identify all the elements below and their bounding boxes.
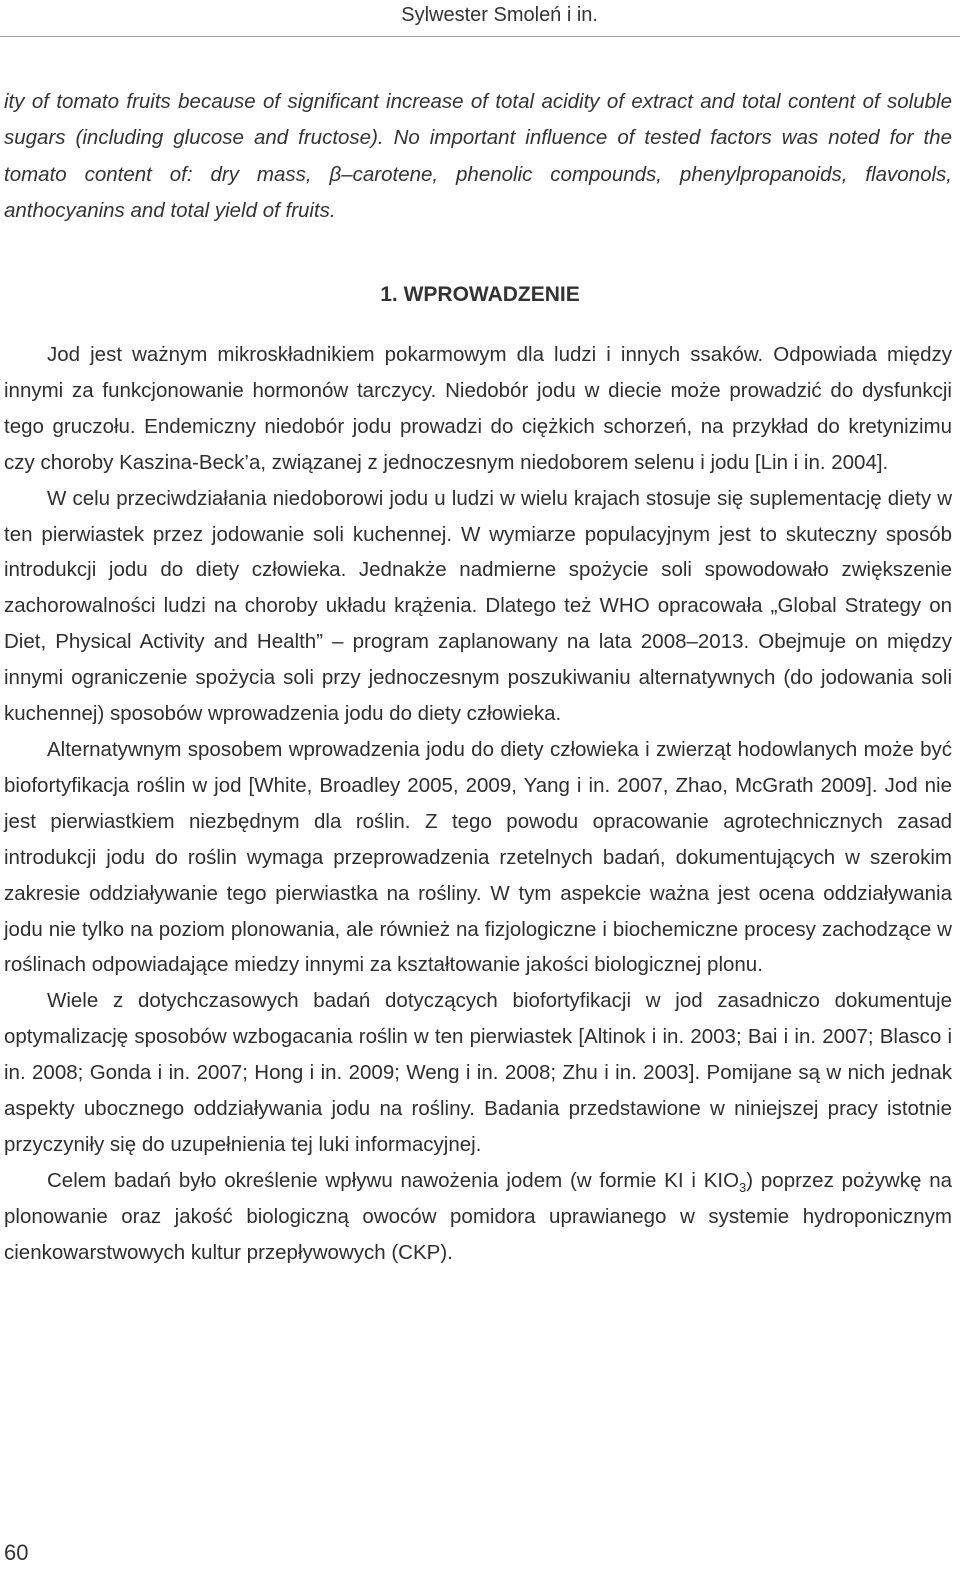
paragraph: Jod jest ważnym mikroskładnikiem pokarmowym dla ludzi i innych ssaków. Odpowiada między innymi za funkcjonowanie hormonów tarczycy. Niedobór jodu w diecie może prowadzić do dysfunkcji tego gruczołu. Endemiczny niedobór jodu prowadzi do ciężkich schorzeń, na przykład do kretynizimu czy choroby Kaszina-Beck’a, związanej z jednoczesnym niedoborem selenu i jodu [Lin i in. 2004]. [4, 343, 952, 474]
paragraph: W celu przeciwdziałania niedoborowi jodu u ludzi w wielu krajach stosuje się suplementację diety w ten pierwiastek przez jodowanie soli kuchennej. W wymiarze populacyjnym jest to skuteczny sposób introdukcji jodu do diety człowieka. Jednakże nadmierne spożycie soli spowodowało zwiększenie zachorowalności ludzi na choroby układu krążenia. Dlatego też WHO opracowała „Global Strategy on Diet, Physical Activity and Health” – program zaplanowany na lata 2008–2013. Obejmuje on między innymi ograniczenie spożycia soli przy jednoczesnym poszukiwaniu alternatywnych (do jodowania soli kuchennej) sposobów wprowadzenia jodu do diety człowieka. [4, 486, 952, 726]
paragraph: Alternatywnym sposobem wprowadzenia jodu do diety człowieka i zwierząt hodowlanych może być biofortyfikacja roślin w jod [White, Broadley 2005, 2009, Yang i in. 2007, Zhao, McGrath 2009]. Jod nie jest pierwiastkiem niezbędnym dla roślin. Z tego powodu opracowanie agrotechnicznych zasad introdukcji jodu do roślin wymaga przeprowadzenia rzetelnych badań, dokumentujących w szerokim zakresie oddziaływanie tego pierwiastka na rośliny. W tym aspekcie ważna jest ocena oddziaływania jodu nie tylko na poziom plonowania, ale również na fizjologiczne i biochemiczne procesy zachodzące w roślinach odpowiadające miedzy innymi za kształtowanie jakości biologicznej plonu. [4, 737, 952, 977]
section-heading: 1. WPROWADZENIE [380, 283, 580, 306]
abstract-text: ity of tomato fruits because of significant increase of total acidity of extract and total content of soluble sugars (including glucose and fructose). No important influence of tested factors was noted for the tomato content of: dry mass, β–carotene, phenolic compounds, phenylpropanoids, flavonols, anthocyanins and total yield of fruits. [4, 90, 952, 222]
paragraph-aim-end: ) poprzez pożywkę na plonowanie oraz jakość biologiczną owoców pomidora uprawianego w systemie hydroponicznym cienkowarstwowych kultur przepływowych (CKP). [4, 1168, 952, 1264]
paragraph: Wiele z dotychczasowych badań dotyczących biofortyfikacji w jod zasadniczo dokumentuje optymalizację sposobów wzbogacania roślin w ten pierwiastek [Altinok i in. 2003; Bai i in. 2007; Blasco i in. 2008; Gonda i in. 2007; Hong i in. 2009; Weng i in. 2008; Zhu i in. 2003]. Pomijane są w nich jednak aspekty ubocznego oddziaływania jodu na rośliny. Badania przedstawione w niniejszej pracy istotnie przyczyniły się do uzupełnienia tej luki informacyjnej. [4, 989, 952, 1156]
subscript-three: 3 [739, 1179, 747, 1195]
page-number: 60 [4, 1540, 29, 1565]
paragraph-aim [4, 1163, 952, 1271]
paragraph-aim-start: Celem badań było określenie wpływu nawożenia jodem (w formie KI i KIO [47, 1168, 740, 1192]
running-head: Sylwester Smoleń i in. [401, 4, 598, 26]
header-rule [0, 36, 960, 37]
body-text [4, 337, 952, 1271]
